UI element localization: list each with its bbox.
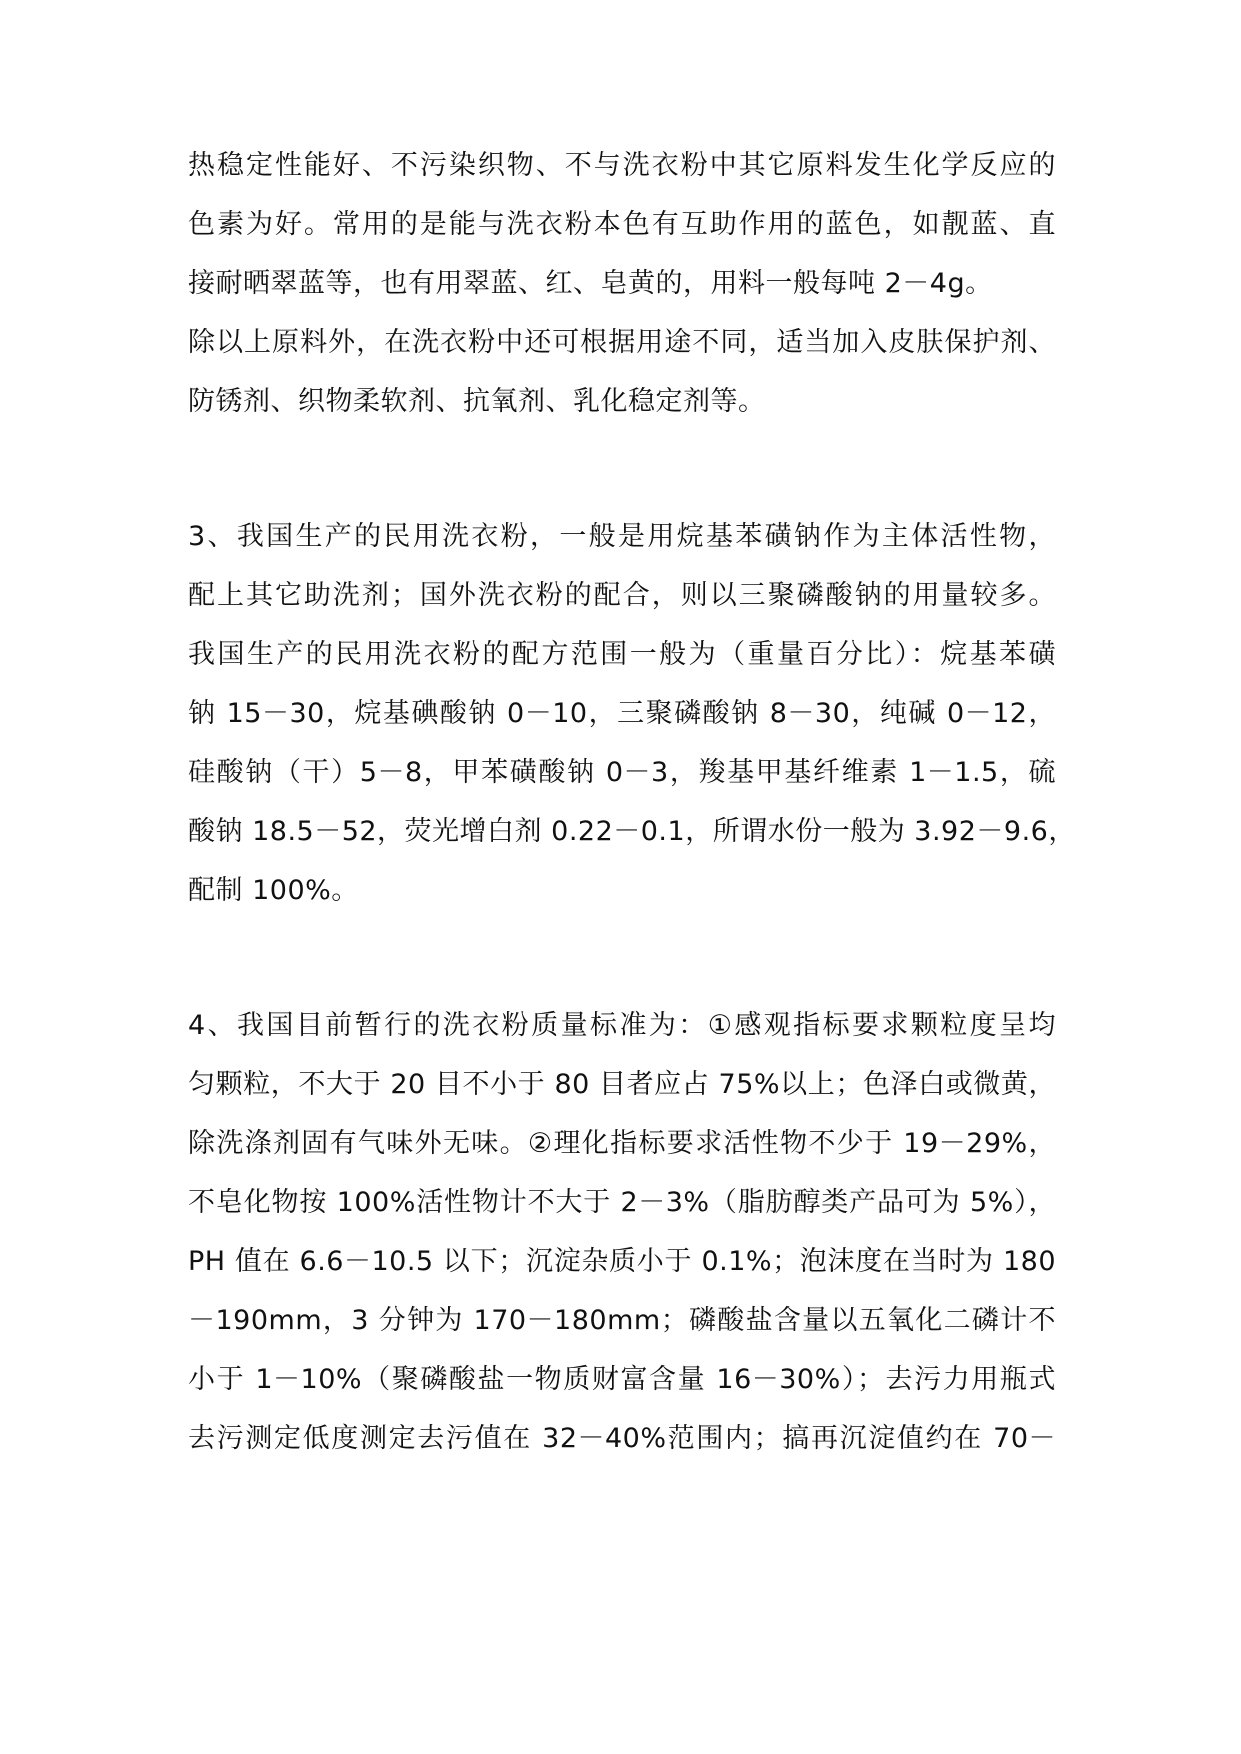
text-line: 小于 1－10%（聚磷酸盐一物质财富含量 16－30%）；去污力用瓶式 xyxy=(188,1364,1056,1395)
text-line: 去污测定低度测定去污值在 32－40%范围内；搞再沉淀值约在 70－ xyxy=(188,1423,1056,1454)
text-line: 酸钠 18.5－52，荧光增白剂 0.22－0.1，所谓水份一般为 3.92－9.6， xyxy=(188,816,1076,847)
text-line: 匀颗粒，不大于 20 目不小于 80 目者应占 75%以上；色泽白或微黄， xyxy=(188,1069,1056,1100)
text-line: 热稳定性能好、不污染织物、不与洗衣粉中其它原料发生化学反应的 xyxy=(188,150,1056,181)
text-line: 配上其它助洗剂；国外洗衣粉的配合，则以三聚磷酸钠的用量较多。 xyxy=(188,580,1056,611)
text-line: 除洗涤剂固有气味外无味。②理化指标要求活性物不少于 19－29%， xyxy=(188,1128,1056,1159)
text-line: 我国生产的民用洗衣粉的配方范围一般为（重量百分比）：烷基苯磺 xyxy=(188,639,1056,670)
text-line: 3、我国生产的民用洗衣粉，一般是用烷基苯磺钠作为主体活性物， xyxy=(188,521,1056,552)
text-line: 硅酸钠（干）5－8，甲苯磺酸钠 0－3，羧基甲基纤维素 1－1.5，硫 xyxy=(188,757,1056,788)
text-line: 不皂化物按 100%活性物计不大于 2－3%（脂肪醇类产品可为 5%）， xyxy=(188,1187,1056,1218)
text-line: PH 值在 6.6－10.5 以下；沉淀杂质小于 0.1%；泡沫度在当时为 180 xyxy=(188,1246,1056,1277)
text-line: 除以上原料外，在洗衣粉中还可根据用途不同，适当加入皮肤保护剂、 xyxy=(188,327,1056,358)
text-line: 钠 15－30，烷基碘酸钠 0－10，三聚磷酸钠 8－30，纯碱 0－12， xyxy=(188,698,1056,729)
text-line: 接耐晒翠蓝等，也有用翠蓝、红、皂黄的，用料一般每吨 2－4g。 xyxy=(188,268,993,299)
text-line: 配制 100%。 xyxy=(188,875,359,906)
text-line: 防锈剂、织物柔软剂、抗氧剂、乳化稳定剂等。 xyxy=(188,386,766,417)
text-line: 色素为好。常用的是能与洗衣粉本色有互助作用的蓝色，如靓蓝、直 xyxy=(188,209,1056,240)
text-line: 4、我国目前暂行的洗衣粉质量标准为：①感观指标要求颗粒度呈均 xyxy=(188,1010,1056,1041)
text-line: －190mm，3 分钟为 170－180mm；磷酸盐含量以五氧化二磷计不 xyxy=(188,1305,1056,1336)
